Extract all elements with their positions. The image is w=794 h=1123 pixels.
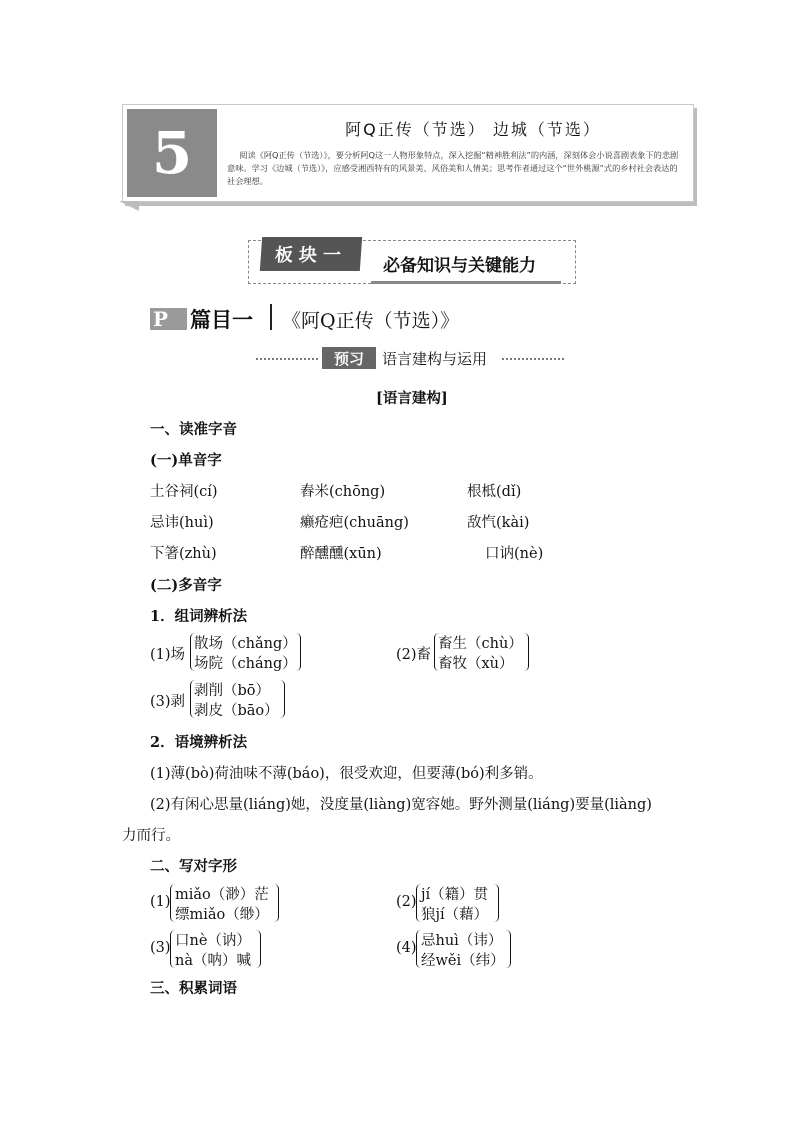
module-underline <box>371 281 561 284</box>
group-label: (2) <box>396 894 417 910</box>
single-char: 癞疮疤(chuāng) <box>300 515 409 531</box>
p-icon: P <box>150 308 187 330</box>
context-line: 力而行。 <box>122 828 180 844</box>
lesson-number: 5 <box>127 109 217 197</box>
group-label: (2)畜 <box>396 647 432 663</box>
group-label: (1)场 <box>150 647 186 663</box>
banner-fold-decoration <box>119 201 139 211</box>
right-brace <box>274 884 279 922</box>
section-heading: [语言建构] <box>376 390 448 407</box>
method2-title: 2．语境辨析法 <box>150 734 248 751</box>
group-label: (1) <box>150 894 171 910</box>
group-item: jí（籍）贯 <box>421 887 489 903</box>
single-char: 舂米(chōng) <box>300 484 386 500</box>
single-char: 土谷祠(cí) <box>150 484 218 500</box>
group-item: 畜生（chù） <box>438 636 523 652</box>
group-item: 经wěi（纬） <box>421 953 505 969</box>
right-brace <box>524 633 529 671</box>
right-brace <box>506 930 511 968</box>
lesson-title: 阿Q正传（节选） 边城（节选） <box>345 120 601 139</box>
group-item: 场院（cháng） <box>194 656 297 672</box>
group-item: 狼jí（藉） <box>421 907 489 923</box>
group-item: 畜牧（xù） <box>438 656 514 672</box>
method1-title: 1．组词辨析法 <box>150 608 248 625</box>
lesson-banner <box>122 104 694 202</box>
right-brace <box>280 680 285 718</box>
dotted-line-right <box>502 358 564 360</box>
part2-title: 二、写对字形 <box>150 858 237 875</box>
single-char: 下箸(zhù) <box>150 546 217 562</box>
part3-title: 三、积累词语 <box>150 980 237 997</box>
part1-sub2: (二)多音字 <box>150 577 222 594</box>
right-brace <box>494 884 499 922</box>
section-subtitle: 《阿Q正传（节选）》 <box>282 310 460 332</box>
single-char: 根柢(dǐ) <box>467 484 522 500</box>
group-item: 缥miǎo（缈） <box>175 907 269 923</box>
group-item: 口nè（讷） <box>175 933 251 949</box>
group-label: (4) <box>396 940 417 956</box>
group-item: 散场（chǎng） <box>194 636 297 652</box>
single-char: 敌忾(kài) <box>467 515 530 531</box>
group-item: nà（呐）喊 <box>175 953 251 969</box>
preview-tag: 预习 <box>322 347 376 369</box>
part1-sub1: (一)单音字 <box>150 452 222 469</box>
single-char: 醉醺醺(xūn) <box>300 546 382 562</box>
right-brace <box>256 930 261 968</box>
single-char: 口讷(nè) <box>485 546 544 562</box>
group-item: 忌huì（讳） <box>421 933 503 949</box>
group-item: 剥皮（bāo） <box>194 703 279 719</box>
module-name: 必备知识与关键能力 <box>383 256 536 276</box>
group-label: (3) <box>150 940 171 956</box>
dotted-line-left <box>256 358 318 360</box>
right-brace <box>296 633 301 671</box>
context-line: (2)有闲心思量(liáng)她，没度量(liàng)宽容她。野外测量(liáng)要量(liàng) <box>150 797 652 813</box>
lesson-intro: 阅读《阿Q正传（节选）》，要分析阿Q这一人物形象特点，深入挖掘“精神胜利法”的内涵，深刻体会小说喜剧表象下的悲剧意味。学习《边城（节选）》，应感受湘西特有的风景美、风俗美和人情美；思考作者通过这个“世外桃源”式的乡村社会表达的社会理想。 <box>227 150 679 186</box>
single-char: 忌讳(huì) <box>150 515 214 531</box>
group-item: 剥削（bō） <box>194 683 271 699</box>
section-divider <box>270 304 272 330</box>
context-line: (1)薄(bò)荷油味不薄(báo)，很受欢迎，但要薄(bó)利多销。 <box>150 766 543 782</box>
part1-title: 一、读准字音 <box>150 421 237 438</box>
group-item: miǎo（渺）茫 <box>175 887 269 903</box>
section-title: 篇目一 <box>190 307 253 332</box>
module-tag: 板块一 <box>260 237 362 271</box>
preview-text: 语言建构与运用 <box>382 350 488 368</box>
group-label: (3)剥 <box>150 694 186 710</box>
module-box <box>248 240 576 284</box>
